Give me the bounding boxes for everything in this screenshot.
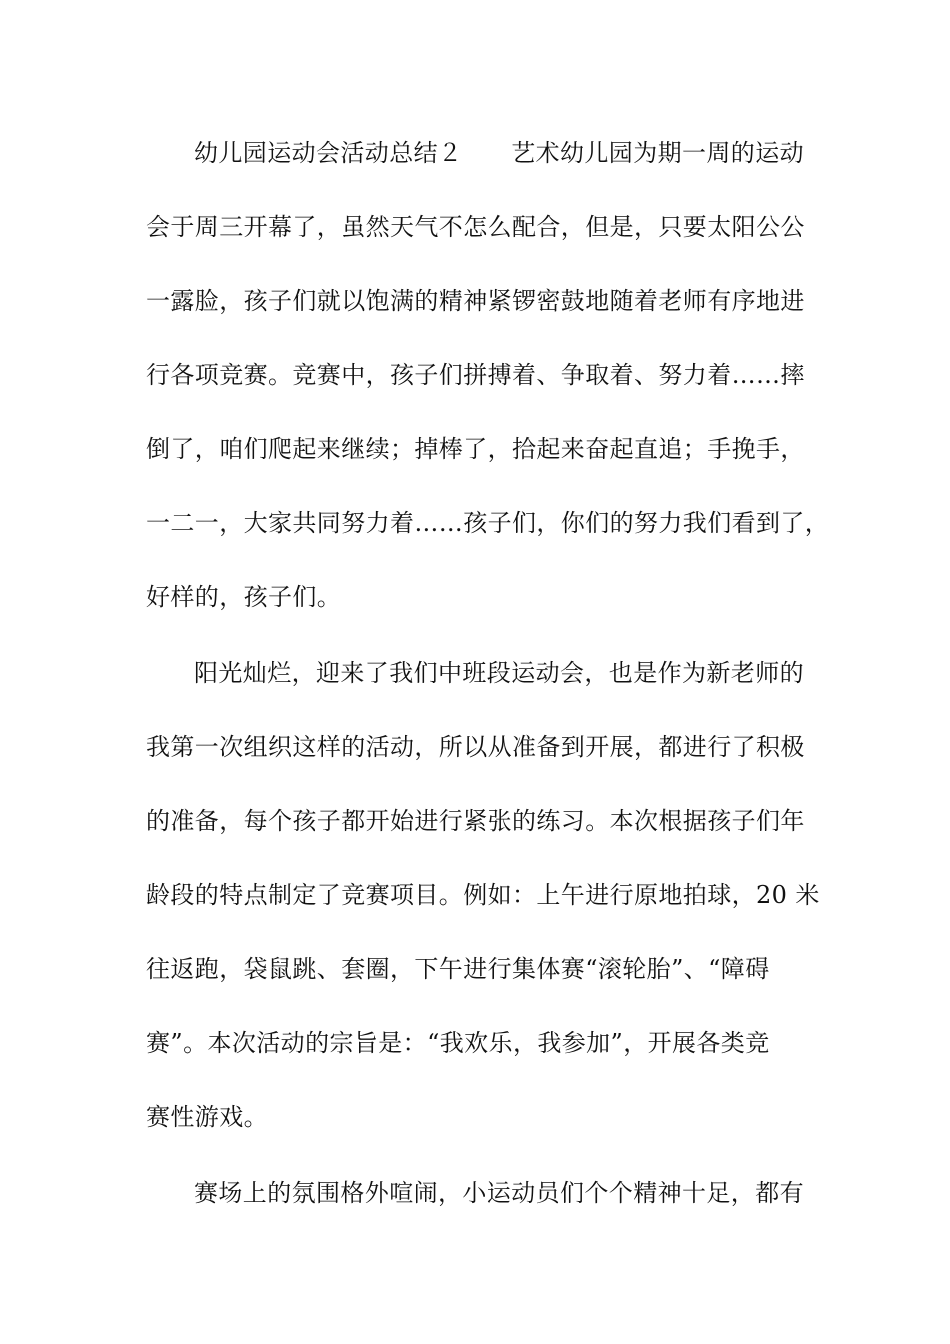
text-line: 我第一次组织这样的活动，所以从准备到开展，都进行了积极 (146, 733, 805, 761)
text-line: 龄段的特点制定了竞赛项目。例如：上午进行原地拍球，20 米 (146, 881, 820, 909)
text-line: 赛性游戏。 (146, 1103, 268, 1131)
text-line: 倒了，咱们爬起来继续；掉棒了，拾起来奋起直追；手挽手， (146, 435, 805, 463)
text-line: 阳光灿烂，迎来了我们中班段运动会，也是作为新老师的 (194, 659, 804, 687)
text-line: 好样的，孩子们。 (146, 583, 342, 611)
text-line: 赛”。本次活动的宗旨是：“我欢乐，我参加”，开展各类竞 (146, 1029, 770, 1057)
text-line: 幼儿园运动会活动总结２ 艺术幼儿园为期一周的运动 (194, 139, 804, 167)
text-line: 会于周三开幕了，虽然天气不怎么配合，但是，只要太阳公公 (146, 213, 805, 241)
text-line: 赛场上的氛围格外喧闹，小运动员们个个精神十足，都有 (194, 1179, 804, 1207)
text-line: 往返跑，袋鼠跳、套圈，下午进行集体赛“滚轮胎”、“障碍 (146, 955, 770, 983)
text-line: 的准备，每个孩子都开始进行紧张的练习。本次根据孩子们年 (146, 807, 805, 835)
text-line: 一二一，大家共同努力着……孩子们，你们的努力我们看到了， (146, 509, 830, 537)
text-line: 一露脸，孩子们就以饱满的精神紧锣密鼓地随着老师有序地进 (146, 287, 805, 315)
text-line: 行各项竞赛。竞赛中，孩子们拼搏着、争取着、努力着……摔 (146, 361, 805, 389)
